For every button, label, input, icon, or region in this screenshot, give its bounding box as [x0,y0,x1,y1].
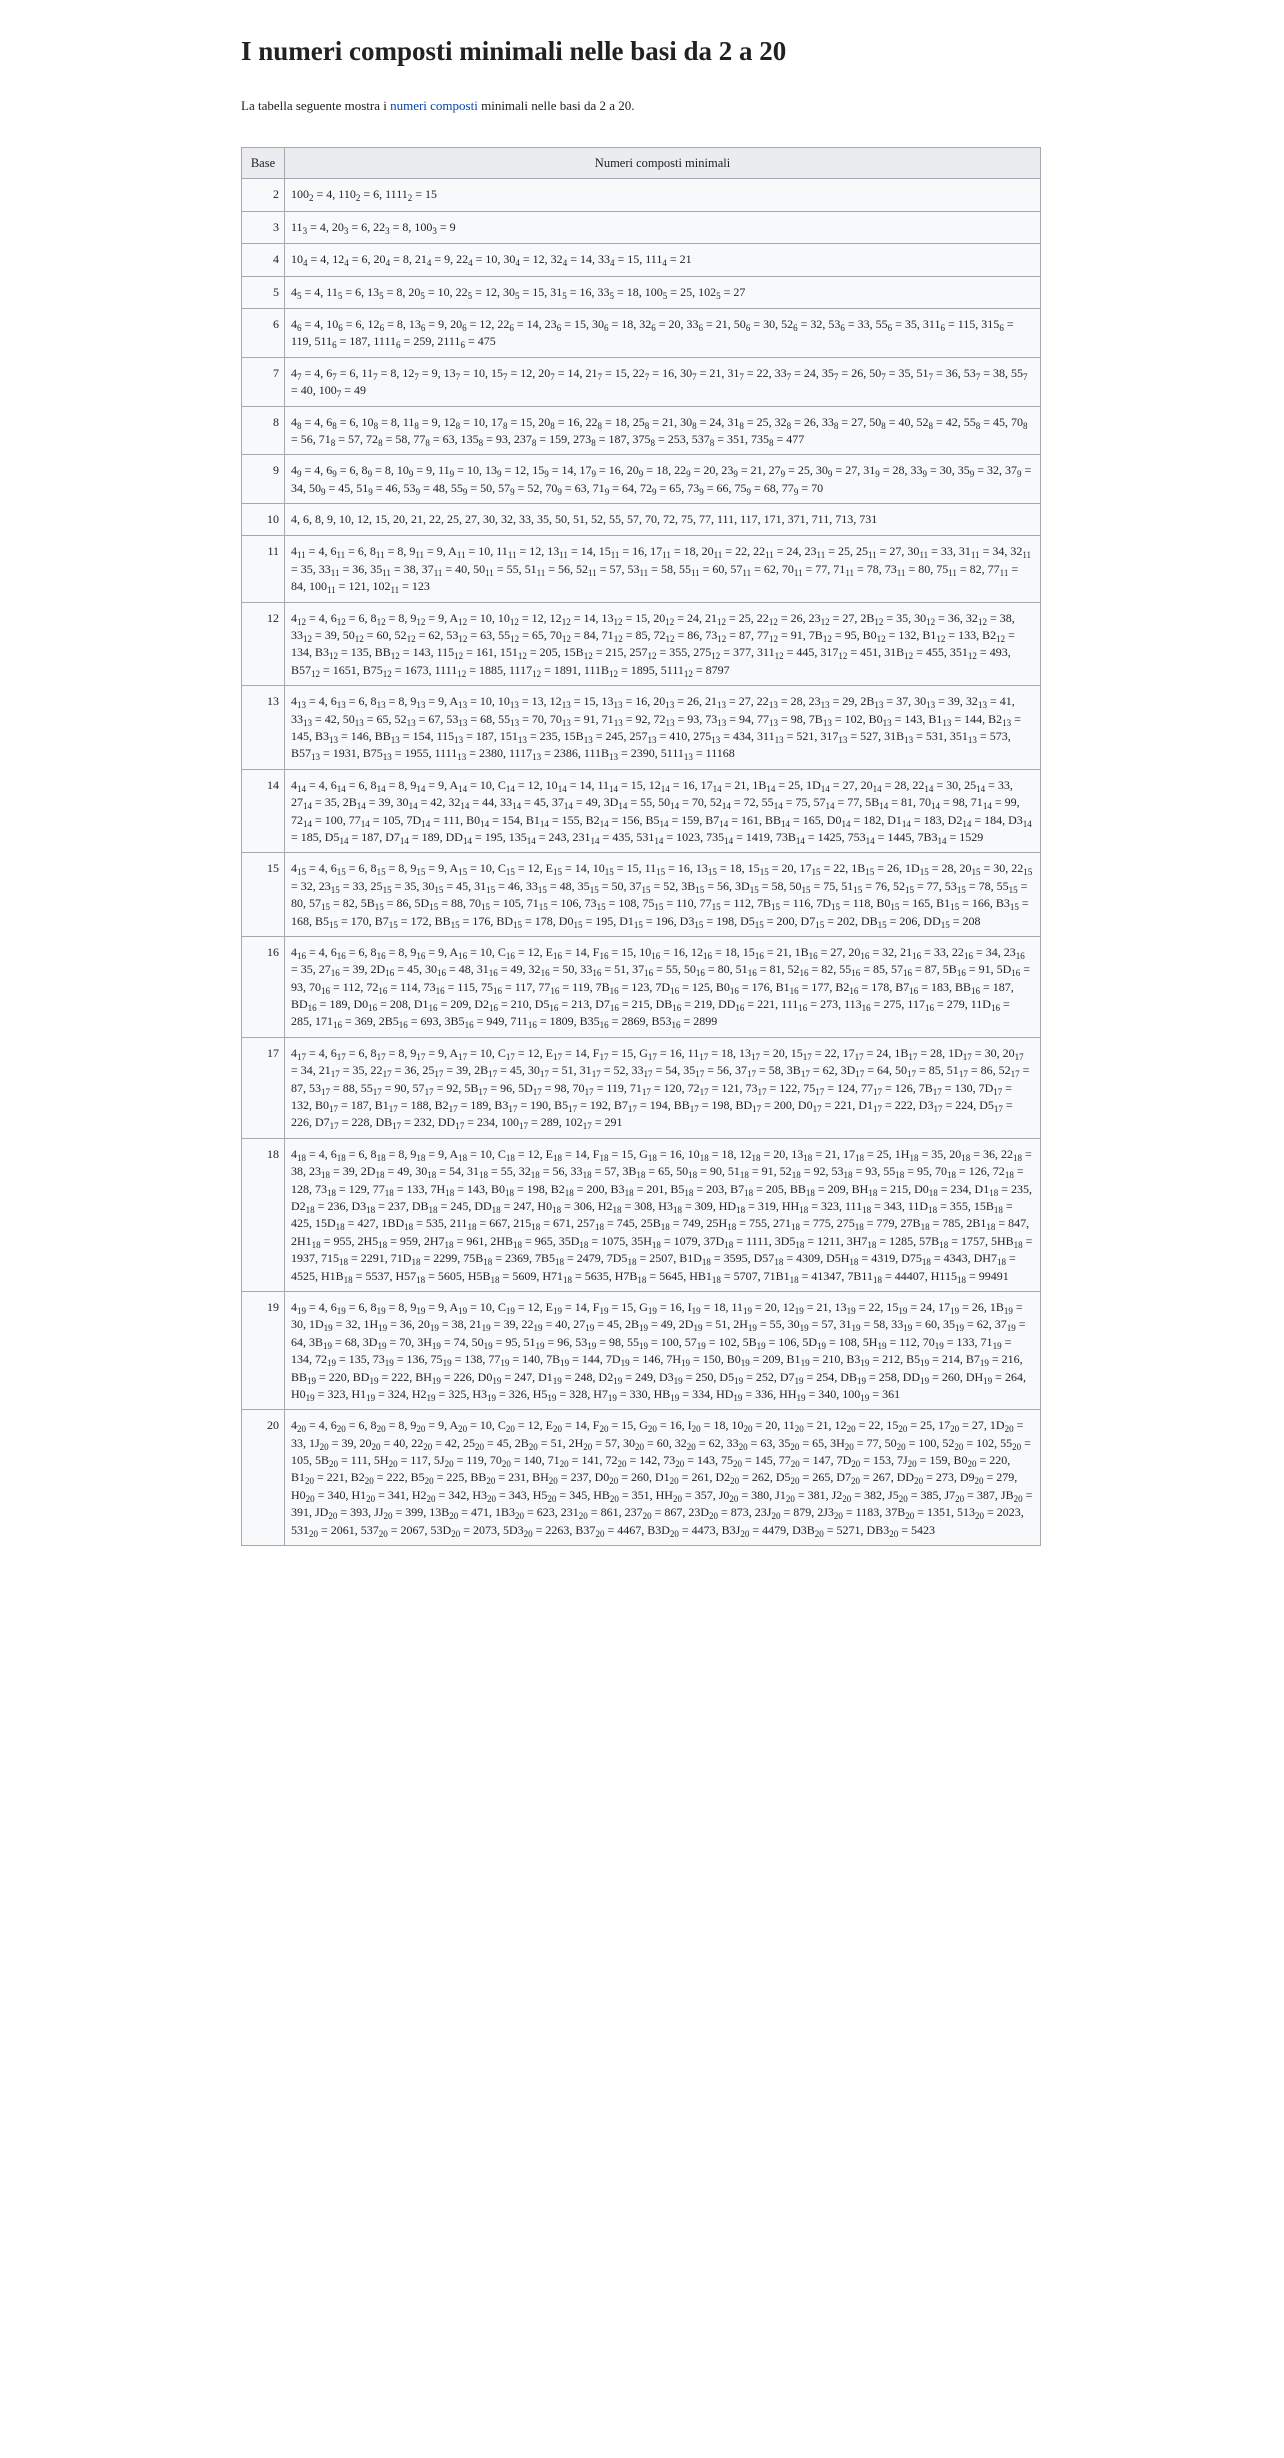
base-cell: 13 [242,686,285,770]
composites-cell: 418 = 4, 618 = 6, 818 = 8, 918 = 9, A18 = 10, C18 = 12, E18 = 14, F18 = 15, G18 = 16, 1018 = 18, 1218 = 20, 1318 = 21, 1718 = 25, 1H18 = 35, 2018 = 36, 2218 = 38, 2318 = 39, 2D18 = 49, 3018 = 54, 3118 = 55, 3218 = 56, 3318 = 57, 3B18 = 65, 5018 = 90, 5118 = 91, 5218 = 92, 5318 = 93, 5518 = 95, 7018 = 126, 7218 = 128, 7318 = 129, 7718 = 133, 7H18 = 143, B018 = 198, B218 = 200, B318 = 201, B518 = 203, B718 = 205, BB18 = 209, BH18 = 215, D018 = 234, D118 = 235, D218 = 236, D318 = 237, DB18 = 245, DD18 = 247, H018 = 306, H218 = 308, H318 = 309, HD18 = 319, HH18 = 323, 11118 = 343, 11D18 = 355, 15B18 = 425, 15D18 = 427, 1BD18 = 535, 21118 = 667, 21518 = 671, 25718 = 745, 25B18 = 749, 25H18 = 755, 27118 = 775, 27518 = 779, 27B18 = 785, 2B118 = 847, 2H118 = 955, 2H518 = 959, 2H718 = 961, 2HB18 = 965, 35D18 = 1075, 35H18 = 1079, 37D18 = 1111, 3D518 = 1211, 3H718 = 1285, 57B18 = 1757, 5HB18 = 1937, 71518 = 2291, 71D18 = 2299, 75B18 = 2369, 7B518 = 2479, 7D518 = 2507, B1D18 = 3595, D5718 = 4309, D5H18 = 4319, D7518 = 4343, DH718 = 4525, H1B18 = 5537, H5718 = 5605, H5B18 = 5609, H7118 = 5635, H7B18 = 5645, HB118 = 5707, 71B118 = 41347, 7B1118 = 44407, H11518 = 99491 [285,1138,1041,1291]
base-cell: 15 [242,853,285,937]
table-row [242,308,1041,357]
base-cell: 18 [242,1138,285,1291]
composites-cell: 413 = 4, 613 = 6, 813 = 8, 913 = 9, A13 = 10, 1013 = 13, 1213 = 15, 1313 = 16, 2013 = 26, 2113 = 27, 2213 = 28, 2313 = 29, 2B13 = 37, 3013 = 39, 3213 = 41, 3313 = 42, 5013 = 65, 5213 = 67, 5313 = 68, 5513 = 70, 7013 = 91, 7113 = 92, 7213 = 93, 7313 = 94, 7713 = 98, 7B13 = 102, B013 = 143, B113 = 144, B213 = 145, B313 = 146, BB13 = 154, 11513 = 187, 15113 = 235, 15B13 = 245, 25713 = 410, 27513 = 434, 31113 = 521, 31713 = 527, 31B13 = 531, 35113 = 573, B5713 = 1931, B7513 = 1955, 111113 = 2380, 111713 = 2386, 111B13 = 2390, 511113 = 11168 [285,686,1041,770]
table-row [242,1037,1041,1138]
composites-cell: $4_9 = 4$, $6_9 = 6$, $8_9 = 8$, $10_9 = 9$, $11_9 = 10$, $13_9 = 12$, $15_9 = 14$, $17_9 = 16$, $20_9 = 18$, $22_9 = 20$, $23_9 = 21$, $27_9 = 25$, $30_9 = 27$, $31_9 = 28$, $33_9 = 30$, $35_9 = 32$, $37_9 = 34$, $50_9 = 45$, $51_9 = 46$, $53_9 = 48$, $55_9 = 50$, $57_9 = 52$, $70_9 = 63$, $71_9 = 64$, $72_9 = 65$, $73_9 = 66$, $75_9 = 68$, $77_9 = 70$ [285,455,1041,504]
composites-cell: 411 = 4, 611 = 6, 811 = 8, 911 = 9, A11 = 10, 1111 = 12, 1311 = 14, 1511 = 16, 1711 = 18, 2011 = 22, 2211 = 24, 2311 = 25, 2511 = 27, 3011 = 33, 3111 = 34, 3211 = 35, 3311 = 36, 3511 = 38, 3711 = 40, 5011 = 55, 5111 = 56, 5211 = 57, 5311 = 58, 5511 = 60, 5711 = 62, 7011 = 77, 7111 = 78, 7311 = 80, 7511 = 82, 7711 = 84, 10011 = 121, 10211 = 123 [285,536,1041,602]
composites-cell: $10_4 = 4$, $12_4 = 6$, $20_4 = 8$, $21_4 = 9$, $22_4 = 10$, $30_4 = 12$, $32_4 = 14$, $33_4 = 15$, $111_4 = 21$ [285,244,1041,276]
base-cell: 10 [242,504,285,536]
table-row [242,211,1041,243]
table-row [242,1291,1041,1409]
table-row [242,504,1041,536]
composites-cell: 4, 6, 8, 9, 10, 12, 15, 20, 21, 22, 25, 27, 30, 32, 33, 35, 50, 51, 52, 55, 57, 70, 72, 75, 77, 111, 117, 171, 371, 711, 713, 731 [285,504,1041,536]
page-content [241,0,1041,1546]
base-cell: 20 [242,1410,285,1546]
intro-paragraph [241,97,1041,115]
base-cell: 16 [242,936,285,1037]
composites-cell: $4_8 = 4$, $6_8 = 6$, $10_8 = 8$, $11_8 = 9$, $12_8 = 10$, $17_8 = 15$, $20_8 = 16$, $22_8 = 18$, $25_8 = 21$, $30_8 = 24$, $31_8 = 25$, $32_8 = 26$, $33_8 = 27$, $50_8 = 40$, $52_8 = 42$, $55_8 = 45$, $70_8 = 56$, $71_8 = 57$, $72_8 = 58$, $77_8 = 63$, $135_8 = 93$, $237_8 = 159$, $273_8 = 187$, $375_8 = 253$, $537_8 = 351$, $735_8 = 477$ [285,406,1041,455]
composites-cell: $4_5 = 4$, $11_5 = 6$, $13_5 = 8$, $20_5 = 10$, $22_5 = 12$, $30_5 = 15$, $31_5 = 16$, $33_5 = 18$, $100_5 = 25$, $102_5 = 27$ [285,276,1041,308]
base-cell: 5 [242,276,285,308]
composites-cell: $4_7 = 4$, $6_7 = 6$, $11_7 = 8$, $12_7 = 9$, $13_7 = 10$, $15_7 = 12$, $20_7 = 14$, $21_7 = 15$, $22_7 = 16$, $30_7 = 21$, $31_7 = 22$, $33_7 = 24$, $35_7 = 26$, $50_7 = 35$, $51_7 = 36$, $53_7 = 38$, $55_7 = 40$, $100_7 = 49$ [285,357,1041,406]
table-row [242,179,1041,211]
header-base: Base [242,148,285,179]
table-row [242,686,1041,770]
composites-cell: 415 = 4, 615 = 6, 815 = 8, 915 = 9, A15 = 10, C15 = 12, E15 = 14, 1015 = 15, 1115 = 16, 1315 = 18, 1515 = 20, 1715 = 22, 1B15 = 26, 1D15 = 28, 2015 = 30, 2215 = 32, 2315 = 33, 2515 = 35, 3015 = 45, 3115 = 46, 3315 = 48, 3515 = 50, 3715 = 52, 3B15 = 56, 3D15 = 58, 5015 = 75, 5115 = 76, 5215 = 77, 5315 = 78, 5515 = 80, 5715 = 82, 5B15 = 86, 5D15 = 88, 7015 = 105, 7115 = 106, 7315 = 108, 7515 = 110, 7715 = 112, 7B15 = 116, 7D15 = 118, B015 = 165, B115 = 166, B315 = 168, B515 = 170, B715 = 172, BB15 = 176, BD15 = 178, D015 = 195, D115 = 196, D315 = 198, D515 = 200, D715 = 202, DB15 = 206, DD15 = 208 [285,853,1041,937]
base-cell: 11 [242,536,285,602]
table-header-row [242,148,1041,179]
intro-text-after: minimali nelle basi da 2 a 20. [477,98,635,114]
table-row [242,455,1041,504]
composites-cell: 419 = 4, 619 = 6, 819 = 8, 919 = 9, A19 = 10, C19 = 12, E19 = 14, F19 = 15, G19 = 16, I19 = 18, 1119 = 20, 1219 = 21, 1319 = 22, 1519 = 24, 1719 = 26, 1B19 = 30, 1D19 = 32, 1H19 = 36, 2019 = 38, 2119 = 39, 2219 = 40, 2719 = 45, 2B19 = 49, 2D19 = 51, 2H19 = 55, 3019 = 57, 3119 = 58, 3319 = 60, 3519 = 62, 3719 = 64, 3B19 = 68, 3D19 = 70, 3H19 = 74, 5019 = 95, 5119 = 96, 5319 = 98, 5519 = 100, 5719 = 102, 5B19 = 106, 5D19 = 108, 5H19 = 112, 7019 = 133, 7119 = 134, 7219 = 135, 7319 = 136, 7519 = 138, 7719 = 140, 7B19 = 144, 7D19 = 146, 7H19 = 150, B019 = 209, B119 = 210, B319 = 212, B519 = 214, B719 = 216, BB19 = 220, BD19 = 222, BH19 = 226, D019 = 247, D119 = 248, D219 = 249, D319 = 250, D519 = 252, D719 = 254, DB19 = 258, DD19 = 260, DH19 = 264, H019 = 323, H119 = 324, H219 = 325, H319 = 326, H519 = 328, H719 = 330, HB19 = 334, HD19 = 336, HH19 = 340, 10019 = 361 [285,1291,1041,1409]
composite-numbers-table [241,147,1041,1546]
table-row [242,1410,1041,1546]
page-title: I numeri composti minimali nelle basi da 2 a 20 [241,36,787,66]
base-cell: 4 [242,244,285,276]
table-row [242,536,1041,602]
table-row [242,244,1041,276]
base-cell: 8 [242,406,285,455]
table-row [242,357,1041,406]
composite-numbers-link[interactable]: numeri composti [390,98,478,114]
table-row [242,853,1041,937]
base-cell: 7 [242,357,285,406]
base-cell: 6 [242,308,285,357]
table-row [242,769,1041,853]
header-values: Numeri composti minimali [285,148,1041,179]
table-row [242,1138,1041,1291]
composites-cell: 417 = 4, 617 = 6, 817 = 8, 917 = 9, A17 = 10, C17 = 12, E17 = 14, F17 = 15, G17 = 16, 1117 = 18, 1317 = 20, 1517 = 22, 1717 = 24, 1B17 = 28, 1D17 = 30, 2017 = 34, 2117 = 35, 2217 = 36, 2517 = 39, 2B17 = 45, 3017 = 51, 3117 = 52, 3317 = 54, 3517 = 56, 3717 = 58, 3B17 = 62, 3D17 = 64, 5017 = 85, 5117 = 86, 5217 = 87, 5317 = 88, 5517 = 90, 5717 = 92, 5B17 = 96, 5D17 = 98, 7017 = 119, 7117 = 120, 7217 = 121, 7317 = 122, 7517 = 124, 7717 = 126, 7B17 = 130, 7D17 = 132, B017 = 187, B117 = 188, B217 = 189, B317 = 190, B517 = 192, B717 = 194, BB17 = 198, BD17 = 200, D017 = 221, D117 = 222, D317 = 224, D517 = 226, D717 = 228, DB17 = 232, DD17 = 234, 10017 = 289, 10217 = 291 [285,1037,1041,1138]
base-cell: 9 [242,455,285,504]
base-cell: 12 [242,602,285,686]
base-cell: 3 [242,211,285,243]
composites-cell: 412 = 4, 612 = 6, 812 = 8, 912 = 9, A12 = 10, 1012 = 12, 1212 = 14, 1312 = 15, 2012 = 24, 2112 = 25, 2212 = 26, 2312 = 27, 2B12 = 35, 3012 = 36, 3212 = 38, 3312 = 39, 5012 = 60, 5212 = 62, 5312 = 63, 5512 = 65, 7012 = 84, 7112 = 85, 7212 = 86, 7312 = 87, 7712 = 91, 7B12 = 95, B012 = 132, B112 = 133, B212 = 134, B312 = 135, BB12 = 143, 11512 = 161, 15112 = 205, 15B12 = 215, 25712 = 355, 27512 = 377, 31112 = 445, 31712 = 451, 31B12 = 455, 35112 = 493, B5712 = 1651, B7512 = 1673, 111112 = 1885, 111712 = 1891, 111B12 = 1895, 511112 = 8797 [285,602,1041,686]
base-cell: 14 [242,769,285,853]
table-body [242,179,1041,1546]
intro-text-before: La tabella seguente mostra i [241,98,391,114]
table-row [242,936,1041,1037]
table-row [242,276,1041,308]
composites-cell: $4_6 = 4$, $10_6 = 6$, $12_6 = 8$, $13_6 = 9$, $20_6 = 12$, $22_6 = 14$, $23_6 = 15$, $30_6 = 18$, $32_6 = 20$, $33_6 = 21$, $50_6 = 30$, $52_6 = 32$, $53_6 = 33$, $55_6 = 35$, $311_6 = 115$, $315_6 = 119$, $511_6 = 187$, $1111_6 = 259$, $2111_6 = 475$ [285,308,1041,357]
composites-cell: 416 = 4, 616 = 6, 816 = 8, 916 = 9, A16 = 10, C16 = 12, E16 = 14, F16 = 15, 1016 = 16, 1216 = 18, 1516 = 21, 1B16 = 27, 2016 = 32, 2116 = 33, 2216 = 34, 2316 = 35, 2716 = 39, 2D16 = 45, 3016 = 48, 3116 = 49, 3216 = 50, 3316 = 51, 3716 = 55, 5016 = 80, 5116 = 81, 5216 = 82, 5516 = 85, 5716 = 87, 5B16 = 91, 5D16 = 93, 7016 = 112, 7216 = 114, 7316 = 115, 7516 = 117, 7716 = 119, 7B16 = 123, 7D16 = 125, B016 = 176, B116 = 177, B216 = 178, B716 = 183, BB16 = 187, BD16 = 189, D016 = 208, D116 = 209, D216 = 210, D516 = 213, D716 = 215, DB16 = 219, DD16 = 221, 11116 = 273, 11316 = 275, 11716 = 279, 11D16 = 285, 17116 = 369, 2B516 = 693, 3B516 = 949, 71116 = 1809, B3516 = 2869, B5316 = 2899 [285,936,1041,1037]
base-cell: 2 [242,179,285,211]
base-cell: 17 [242,1037,285,1138]
composites-cell: $100_2 = 4$, $110_2 = 6$, $1111_2 = 15$ [285,179,1041,211]
composites-cell: 420 = 4, 620 = 6, 820 = 8, 920 = 9, A20 = 10, C20 = 12, E20 = 14, F20 = 15, G20 = 16, I20 = 18, 1020 = 20, 1120 = 21, 1220 = 22, 1520 = 25, 1720 = 27, 1D20 = 33, 1J20 = 39, 2020 = 40, 2220 = 42, 2520 = 45, 2B20 = 51, 2H20 = 57, 3020 = 60, 3220 = 62, 3320 = 63, 3520 = 65, 3H20 = 77, 5020 = 100, 5220 = 102, 5520 = 105, 5B20 = 111, 5H20 = 117, 5J20 = 119, 7020 = 140, 7120 = 141, 7220 = 142, 7320 = 143, 7520 = 145, 7720 = 147, 7D20 = 153, 7J20 = 159, B020 = 220, B120 = 221, B220 = 222, B520 = 225, BB20 = 231, BH20 = 237, D020 = 260, D120 = 261, D220 = 262, D520 = 265, D720 = 267, DD20 = 273, D920 = 279, H020 = 340, H120 = 341, H220 = 342, H320 = 343, H520 = 345, HB20 = 351, HH20 = 357, J020 = 380, J120 = 381, J220 = 382, J520 = 385, J720 = 387, JB20 = 391, JD20 = 393, JJ20 = 399, 13B20 = 471, 1B320 = 623, 23120 = 861, 23720 = 867, 23D20 = 873, 23J20 = 879, 2J320 = 1183, 37B20 = 1351, 51320 = 2023, 53120 = 2061, 53720 = 2067, 53D20 = 2073, 5D320 = 2263, B3720 = 4467, B3D20 = 4473, B3J20 = 4479, D3B20 = 5271, DB320 = 5423 [285,1410,1041,1546]
table-row [242,602,1041,686]
composites-cell: 414 = 4, 614 = 6, 814 = 8, 914 = 9, A14 = 10, C14 = 12, 1014 = 14, 1114 = 15, 1214 = 16, 1714 = 21, 1B14 = 25, 1D14 = 27, 2014 = 28, 2214 = 30, 2514 = 33, 2714 = 35, 2B14 = 39, 3014 = 42, 3214 = 44, 3314 = 45, 3714 = 49, 3D14 = 55, 5014 = 70, 5214 = 72, 5514 = 75, 5714 = 77, 5B14 = 81, 7014 = 98, 7114 = 99, 7214 = 100, 7714 = 105, 7D14 = 111, B014 = 154, B114 = 155, B214 = 156, B514 = 159, B714 = 161, BB14 = 165, D014 = 182, D114 = 183, D214 = 184, D314 = 185, D514 = 187, D714 = 189, DD14 = 195, 13514 = 243, 23114 = 435, 53114 = 1023, 73514 = 1419, 73B14 = 1425, 75314 = 1445, 7B314 = 1529 [285,769,1041,853]
composites-cell: $11_3 = 4$, $20_3 = 6$, $22_3 = 8$, $100_3 = 9$ [285,211,1041,243]
table-row [242,406,1041,455]
base-cell: 19 [242,1291,285,1409]
